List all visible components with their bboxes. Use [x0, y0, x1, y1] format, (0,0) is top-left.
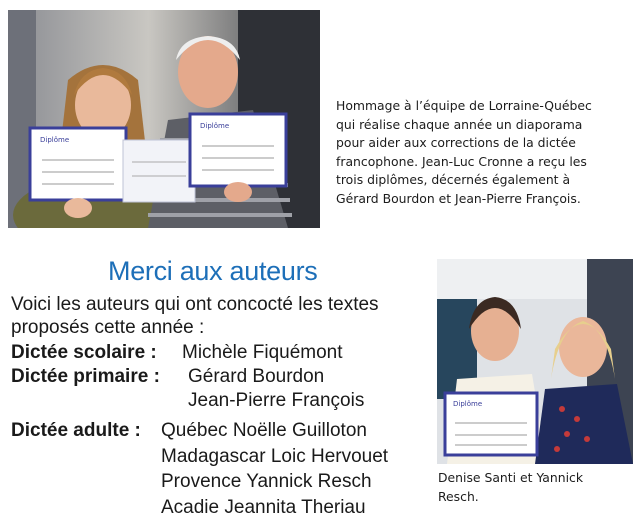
dictee-scolaire-row	[11, 342, 157, 364]
dictee-scolaire-author: Michèle Fiquémont	[182, 342, 343, 363]
intro-line: proposés cette année :	[11, 317, 205, 338]
dictee-primaire-author: Jean-Pierre François	[188, 390, 365, 411]
dictee-primaire-row	[11, 366, 160, 388]
dictee-adulte-row	[11, 420, 141, 442]
caption-line: Gérard Bourdon et Jean-Pierre François.	[336, 190, 581, 206]
dictee-adulte-label: Dictée adulte :	[11, 420, 141, 441]
caption-line: pour aider aux corrections de la dictée	[336, 135, 576, 151]
intro-line: Voici les auteurs qui ont concocté les textes	[11, 294, 379, 315]
svg-text:Diplôme: Diplôme	[453, 400, 483, 408]
dictee-adulte-entry: Madagascar Loic Hervouet	[161, 446, 389, 467]
photo-denise-yannick	[437, 259, 633, 464]
caption-denise-yannick	[438, 469, 634, 506]
photo-diploma-award	[8, 10, 320, 228]
svg-text:Diplôme: Diplôme	[200, 122, 230, 130]
svg-text:Diplôme: Diplôme	[40, 136, 70, 144]
dictee-primaire-author: Gérard Bourdon	[188, 366, 325, 387]
photo-diploma-award-image	[8, 10, 320, 228]
dictee-scolaire-label: Dictée scolaire :	[11, 342, 157, 363]
dictee-adulte-entry: Provence Yannick Resch	[161, 471, 372, 492]
caption-line: Resch.	[438, 488, 479, 504]
caption-line: trois diplômes, décernés également à	[336, 172, 571, 188]
caption-line: Denise Santi et Yannick	[438, 470, 584, 485]
caption-line: qui réalise chaque année un diaporama	[336, 116, 583, 132]
caption-hommage	[336, 97, 636, 209]
photo-denise-yannick-image	[437, 259, 633, 464]
dictee-adulte-entry: Québec Noëlle Guilloton	[161, 420, 367, 441]
section-heading: Merci aux auteurs	[108, 256, 318, 286]
caption-line: Hommage à l’équipe de Lorraine-Québec	[336, 98, 592, 113]
caption-line: francophone. Jean-Luc Cronne a reçu les	[336, 153, 587, 169]
dictee-primaire-label: Dictée primaire :	[11, 366, 160, 387]
dictee-adulte-entry: Acadie Jeannita Theriau	[161, 497, 366, 518]
